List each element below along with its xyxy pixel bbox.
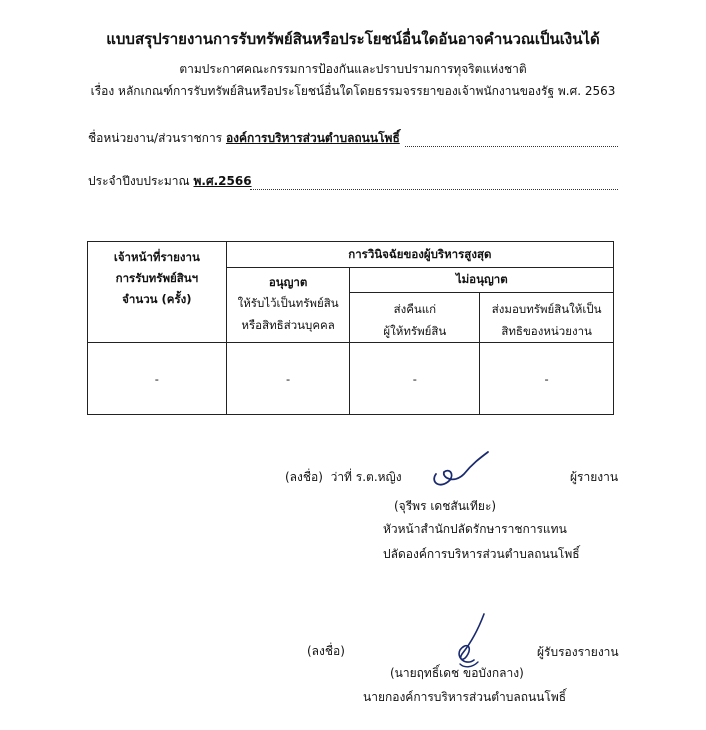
- reporter-position-1: หัวหน้าสำนักปลัดรักษาราชการแทน: [383, 522, 567, 536]
- reporter-count-header: เจ้าหน้าที่รายงาน การรับทรัพย์สินฯ จำนวน (ครั้ง): [88, 242, 227, 343]
- certifier-signature: [448, 610, 498, 672]
- reporter-position-2: ปลัดองค์การบริหารส่วนตำบลถนนโพธิ์: [383, 547, 580, 561]
- certifier-sign-label: (ลงชื่อ): [307, 644, 345, 658]
- agency-field: [88, 129, 400, 148]
- budget-value: พ.ศ.2566: [193, 174, 252, 188]
- return-to-giver-header: ส่งคืนแก่ ผู้ให้ทรัพย์สิน: [350, 293, 480, 343]
- budget-year-field: [88, 172, 252, 191]
- agency-value: องค์การบริหารส่วนตำบลถนนโพธิ์: [225, 131, 400, 145]
- table-cell-hand-over: -: [480, 343, 614, 415]
- reporter-signature: [428, 446, 498, 496]
- form-subtitle-subject: เรื่อง หลักเกณฑ์การรับทรัพย์สินหรือประโยชน์อื่นใดโดยธรรมจรรยาของเจ้าพนักงานของรัฐ พ.ศ. 2563: [90, 84, 616, 98]
- table-cell-count: -: [88, 343, 227, 415]
- table-cell-return: -: [350, 343, 480, 415]
- report-summary-table: [87, 241, 614, 415]
- reporter-role: ผู้รายงาน: [570, 470, 619, 484]
- certifier-name: (นายฤทธิ์เดช ขอบังกลาง): [390, 666, 524, 680]
- approve-header: อนุญาต ให้รับไว้เป็นทรัพย์สิน หรือสิทธิส่วนบุคคล: [226, 268, 350, 343]
- hand-over-to-agency-header: ส่งมอบทรัพย์สินให้เป็น สิทธิของหน่วยงาน: [480, 293, 614, 343]
- reporter-sign-line: [285, 468, 402, 487]
- form-title: แบบสรุปรายงานการรับทรัพย์สินหรือประโยชน์อื่นใดอันอาจคำนวณเป็นเงินได้: [106, 30, 600, 48]
- budget-dotted-line: [250, 189, 618, 190]
- agency-dotted-line: [405, 146, 618, 147]
- certifier-role: ผู้รับรองรายงาน: [537, 645, 619, 659]
- reporter-rank: ว่าที่ ร.ต.หญิง: [330, 470, 402, 484]
- budget-label: ประจำปีงบประมาณ: [88, 174, 190, 188]
- table-cell-approve: -: [226, 343, 350, 415]
- agency-label: ชื่อหน่วยงาน/ส่วนราชการ: [88, 131, 223, 145]
- form-subtitle-announcement: ตามประกาศคณะกรรมการป้องกันและปราบปรามการทุจริตแห่งชาติ: [179, 62, 527, 76]
- decision-header: การวินิจฉัยของผู้บริหารสูงสุด: [226, 242, 613, 268]
- reporter-name: (จุรีพร เดชสันเทียะ): [394, 499, 497, 513]
- certifier-position: นายกองค์การบริหารส่วนตำบลถนนโพธิ์: [363, 690, 567, 704]
- disapprove-header: ไม่อนุญาต: [350, 268, 614, 293]
- reporter-sign-label: (ลงชื่อ): [285, 470, 323, 484]
